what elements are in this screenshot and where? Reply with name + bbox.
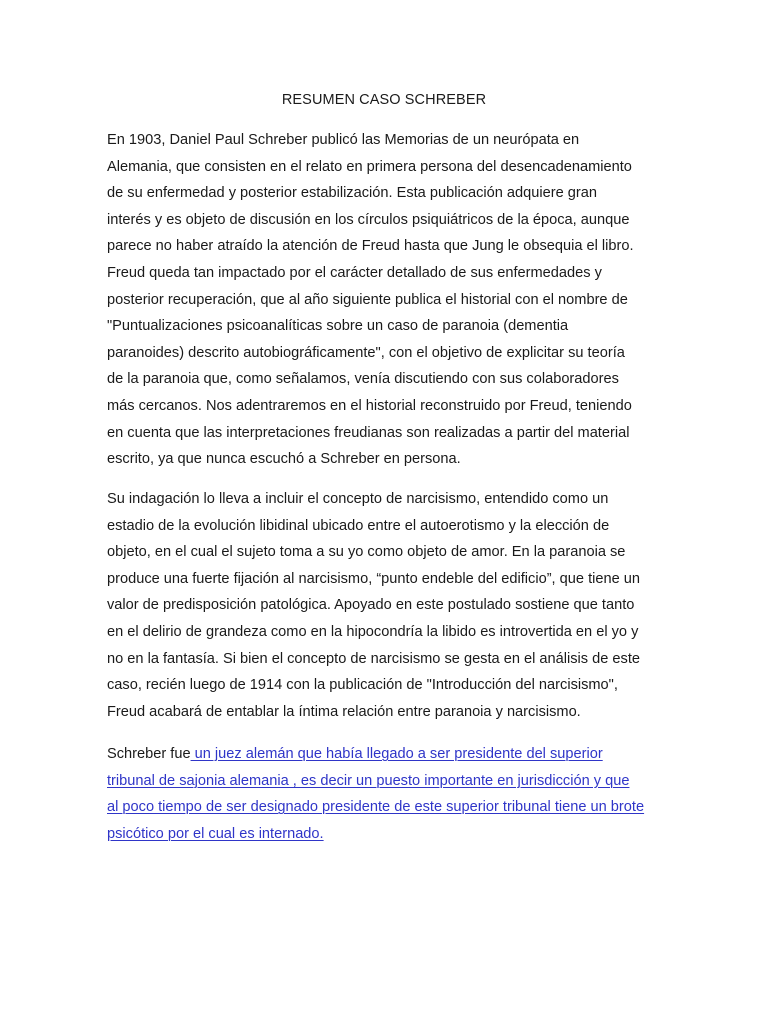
paragraph-line: caso, recién luego de 1914 con la publicación de "Introducción del narcisismo", (107, 677, 618, 694)
paragraph-line (107, 768, 667, 795)
paragraph-line: produce una fuerte fijación al narcisismo, “punto endeble del edificio”, que tiene un (107, 570, 641, 587)
hyperlink-text[interactable]: un juez alemán que había llegado a ser presidente del superior (190, 746, 603, 762)
paragraph-line: de su enfermedad y posterior estabilización. Esta publicación adquiere gran (107, 185, 597, 202)
paragraph-line: escrito, ya que nunca escuchó a Schreber en persona. (107, 451, 461, 468)
paragraph-line (107, 741, 667, 768)
document-title: RESUMEN CASO SCHREBER (281, 92, 487, 108)
paragraph-line: Freud queda tan impactado por el carácter detallado de sus enfermedades y (107, 264, 602, 281)
paragraph-lead-text: Schreber fue (107, 746, 191, 762)
paragraph-line: de la paranoia que, como señalamos, venía discutiendo con sus colaboradores (107, 371, 619, 388)
paragraph-2 (107, 486, 667, 725)
paragraph-line (107, 794, 667, 821)
paragraph-line: interés y es objeto de discusión en los círculos psiquiátricos de la época, aunque (107, 211, 630, 228)
paragraph-line: más cercanos. Nos adentraremos en el historial reconstruido por Freud, teniendo (107, 397, 632, 414)
hyperlink-text[interactable]: psicótico por el cual es internado. (107, 825, 324, 842)
paragraph-3 (107, 741, 667, 847)
paragraph-line: no en la fantasía. Si bien el concepto de narcisismo se gesta en el análisis de este (107, 650, 640, 667)
paragraph-line (107, 821, 667, 848)
paragraph-line: en cuenta que las interpretaciones freudianas son realizadas a partir del material (107, 424, 630, 441)
paragraph-line: Su indagación lo lleva a incluir el concepto de narcisismo, entendido como un (107, 491, 609, 507)
paragraph-line: posterior recuperación, que al año siguiente publica el historial con el nombre de (107, 291, 628, 308)
paragraph-1 (107, 127, 667, 473)
paragraph-line: Freud acabará de entablar la íntima relación entre paranoia y narcisismo. (107, 703, 581, 720)
paragraph-line: valor de predisposición patológica. Apoyado en este postulado sostiene que tanto (107, 597, 635, 614)
hyperlink-text[interactable]: al poco tiempo de ser designado presidente de este superior tribunal tiene un brote (107, 799, 645, 816)
paragraph-line: Alemania, que consisten en el relato en primera persona del desencadenamiento (107, 158, 632, 175)
paragraph-line: paranoides) descrito autobiográficamente", con el objetivo de explicitar su teoría (107, 344, 625, 361)
paragraph-line: En 1903, Daniel Paul Schreber publicó las Memorias de un neurópata en (107, 132, 580, 148)
hyperlink-text[interactable]: tribunal de sajonia alemania , es decir un puesto importante en jurisdicción y que (107, 772, 630, 789)
paragraph-line: parece no haber atraído la atención de Freud hasta que Jung le obsequia el libro. (107, 238, 634, 255)
paragraph-line: "Puntualizaciones psicoanalíticas sobre un caso de paranoia (dementia (107, 318, 569, 335)
paragraph-line: objeto, en el cual el sujeto toma a su yo como objeto de amor. En la paranoia se (107, 544, 626, 561)
paragraph-line: en el delirio de grandeza como en la hipocondría la libido es introvertida en el yo y (107, 623, 639, 640)
paragraph-line: estadio de la evolución libidinal ubicado entre el autoerotismo y la elección de (107, 517, 610, 534)
